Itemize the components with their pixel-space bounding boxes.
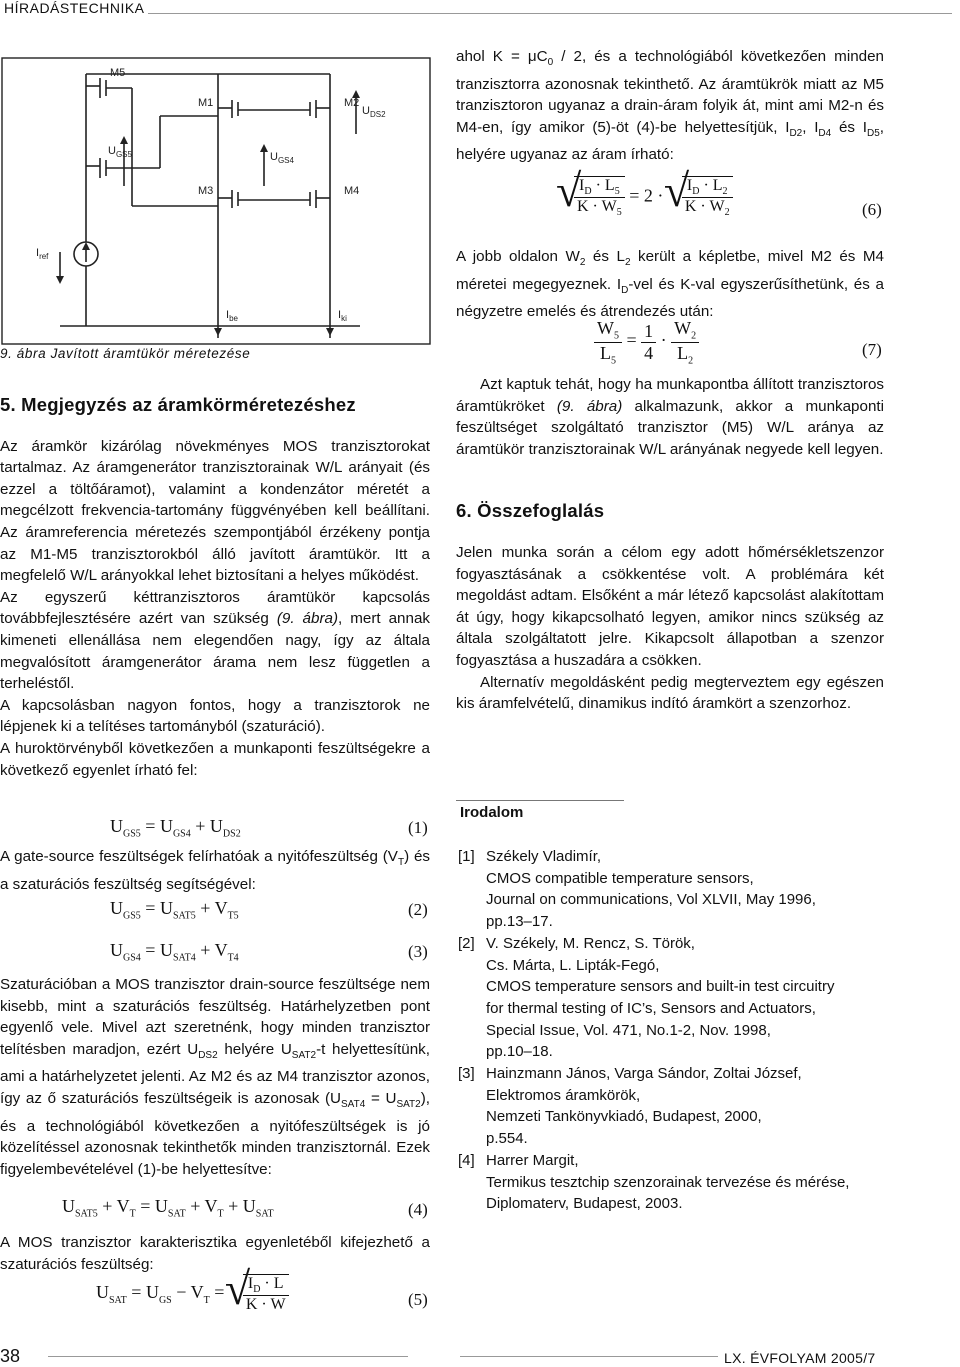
- label-m1: M1: [198, 97, 214, 109]
- right-paragraph-5: Alternatív megoldásként pedig megterveztem egy egészen kis áramfelvételű, dinamikus indító áramkört a szenzorhoz.: [456, 673, 884, 713]
- section-title-5: 5. Megjegyzés az áramkörméretezéshez: [0, 394, 356, 415]
- reference-line: Székely Vladimír,: [486, 848, 602, 865]
- label-ibe: $I_{be}$: [226, 309, 238, 323]
- reference-line: Journal on communications, Vol XLVII, May 1996,: [486, 891, 816, 909]
- reference-number: [3]: [458, 1065, 475, 1083]
- equation-5: $U_{SAT} = U_{GS} - V_T$ = √ $\frac{I_D \cdot L}{K \cdot W}$: [96, 1274, 289, 1314]
- equation-6: √ $\frac{I_D \cdot L_5}{K \cdot W_5}$ = 2 · √ $\frac{I_D \cdot L_2}{K \cdot W_2}$: [560, 176, 733, 218]
- reference-line: for thermal testing of IC’s, Sensors and Actuators,: [486, 999, 816, 1017]
- label-uds2: $U_{DS2}$: [362, 105, 386, 119]
- equation-7: $\frac{W_5}{L_5}$ = $\frac{1}{4}$ · $\frac{W_2}{L_2}$: [594, 318, 699, 366]
- reference-number: [4]: [458, 1151, 475, 1169]
- references-rule: [456, 800, 624, 801]
- label-m3: M3: [198, 185, 214, 197]
- reference-line: Cs. Márta, L. Lipták-Fegó,: [486, 956, 660, 974]
- label-m5: M5: [110, 67, 126, 79]
- reference-item: [458, 933, 888, 1063]
- equation-7-number: (7): [862, 340, 882, 359]
- label-ugs4: $U_{GS4}$: [270, 151, 294, 165]
- left-column-d: [0, 1232, 430, 1275]
- reference-number: [2]: [458, 934, 475, 952]
- label-iki: $I_{ki}$: [338, 309, 347, 323]
- equation-3: $U_{GS4} = U_{SAT4} + V_{T4}$: [110, 940, 239, 964]
- label-m2: M2: [344, 97, 360, 109]
- right-paragraph-3: Azt kaptuk tehát, hogy ha munkapontba állított tranzisztoros áramtükröket (9. ábra) alkalmazunk, akkor a munkaponti feszültséget szolgáltató tranzisztor (M5) W/L aránya az áramtükör tranzisztorainak W/L arányának negyede kell legyen.: [456, 376, 884, 458]
- right-column-b: [456, 246, 884, 323]
- left-paragraph-5: A gate-source feszültségek felírhatóak a nyitófeszültség $(V_T)$ és a szaturációs feszültség segítségével:: [0, 848, 430, 893]
- reference-line: Termikus tesztchip szenzorainak tervezése és mérése,: [486, 1173, 850, 1191]
- equation-6-number: (6): [862, 200, 882, 219]
- equation-4-number: (4): [408, 1200, 428, 1219]
- left-paragraph-3: A kapcsolásban nagyon fontos, hogy a tranzisztorok ne lépjenek ki a telítéses tartományból (szaturáció).: [0, 696, 430, 736]
- equation-2: $U_{GS5} = U_{SAT5} + V_{T5}$: [110, 898, 239, 922]
- reference-line: Diplomaterv, Budapest, 2003.: [486, 1195, 683, 1213]
- equation-1-number: (1): [408, 818, 428, 837]
- equation-1: $U_{GS5} = U_{GS4} + U_{DS2}$: [110, 816, 241, 840]
- reference-line: Nemzeti Tankönyvkiadó, Budapest, 2000,: [486, 1108, 762, 1126]
- left-paragraph-1: Az áramkör kizárólag növekményes MOS tranzisztorokat tartalmaz. Az áramgenerátor tranzisztorainak W/L arányait (és ezzel a töltőáramot), valamint a kondenzátor méretét a megcélzott frekvencia-tartomány függvényében kell beállítani. Az áramreferencia méretezés szempontjából érzékeny pontja az M1-M5 tranzisztorokból álló javított áramtükör. Itt a megfelelő W/L arányokkal lehet biztosítani a helyes működést.: [0, 437, 430, 585]
- reference-line: pp.13–17.: [486, 913, 553, 931]
- references-title: Irodalom: [460, 804, 524, 821]
- figure-caption: 9. ábra Javított áramtükör méretezése: [0, 346, 251, 361]
- reference-line: CMOS compatible temperature sensors,: [486, 869, 754, 887]
- left-paragraph-4: A huroktörvényből következően a munkaponti feszültségekre a következő egyenlet írható fel:: [0, 739, 430, 779]
- left-column: [0, 394, 430, 781]
- reference-line: CMOS temperature sensors and built-in test circuitry: [486, 978, 835, 996]
- equation-3-number: (3): [408, 942, 428, 961]
- right-column: [456, 46, 884, 166]
- right-paragraph-2: A jobb oldalon $W_2$ és $L_2$ került a képletbe, mivel M2 és M4 méretei megegyeznek. $I_D$-vel és K-val egyszerűsíthetünk, és a négyzetre emelés és átrendezés után:: [456, 248, 884, 321]
- footer-rule-left: [48, 1356, 408, 1357]
- reference-line: V. Székely, M. Rencz, S. Török,: [486, 934, 695, 952]
- reference-line: p.554.: [486, 1130, 528, 1148]
- right-paragraph-4: Jelen munka során a célom egy adott hőmérsékletszenzor fogyasztásának a csökkentése volt. A problémára két megoldást adtam. Elsőként a már létező kapcsolást alakítottam át úgy, hogy kikapcsolható legyen, amikor nincs szükség az általa szolgáltatott jelre. Kikapcsolt állapotban a szenzor fogyasztása a huszadára a csökken.: [456, 543, 884, 669]
- reference-item: [458, 846, 888, 933]
- right-column-c: [456, 374, 884, 715]
- label-m4: M4: [344, 185, 360, 197]
- equation-5-number: (5): [408, 1290, 428, 1309]
- reference-number: [1]: [458, 848, 475, 865]
- left-paragraph-7: A MOS tranzisztor karakterisztika egyenletéből kifejezhető a szaturációs feszültség:: [0, 1234, 430, 1273]
- figure-frame: [2, 58, 430, 344]
- circuit-diagram: [0, 56, 432, 346]
- reference-item: [458, 1063, 888, 1150]
- reference-line: pp.10–18.: [486, 1043, 553, 1061]
- reference-line: Elektromos áramkörök,: [486, 1086, 641, 1104]
- left-column-c: [0, 974, 430, 1180]
- reference-line: Harrer Margit,: [486, 1151, 579, 1169]
- left-column-b: [0, 846, 430, 895]
- volume-info: LX. ÉVFOLYAM 2005/7: [724, 1350, 876, 1366]
- left-paragraph-6: Szaturációban a MOS tranzisztor drain-source feszültsége nem kisebb, mint a szaturációs feszültség. Határhelyzetben pont egyenlő vele. Mivel azt szeretnénk, hogy minden tranzisztor telítésben maradjon, ezért $U_{DS2}$ helyére $U_{SAT2}-t$ helyettesítünk, ami a határhelyzetet jelenti. Az M2 és az M4 tranzisztor azonos, így az ő szaturációs feszültségeik is azonosak $(U_{SAT4} = U_{SAT2})$, és a technológiából következően a nyitófeszültségek is jó közelítéssel azonosnak tekinthetők minden tranzisztornál. Ezek figyelembevételével (1)-be helyettesítve:: [0, 976, 431, 1178]
- references-list: [458, 846, 888, 1215]
- label-iref: $I_{ref}$: [36, 247, 49, 261]
- equation-4: $U_{SAT5} + V_T = U_{SAT} + V_T + U_{SAT}$: [62, 1196, 274, 1220]
- label-ugs5: $U_{GS5}$: [108, 145, 132, 159]
- equation-2-number: (2): [408, 900, 428, 919]
- reference-item: [458, 1150, 888, 1215]
- reference-line: Special Issue, Vol. 471, No.1-2, Nov. 1998,: [486, 1021, 771, 1039]
- reference-line: Hainzmann János, Varga Sándor, Zoltai József,: [486, 1065, 802, 1083]
- footer-rule-right: [460, 1356, 718, 1357]
- header-rule: [148, 13, 952, 14]
- left-paragraph-2: Az egyszerű kéttranzisztoros áramtükör kapcsolás továbbfejlesztésére azért van szükség (9. ábra), mert annak kimeneti ellenállása nem elegendően nagy, így az általa megvalósított áramgenerátor árama nem lesz független a terheléstől.: [0, 588, 430, 693]
- page-number: 38: [0, 1346, 21, 1366]
- section-title-6: 6. Összefoglalás: [456, 500, 605, 522]
- journal-header: HÍRADÁSTECHNIKA: [4, 0, 145, 16]
- right-paragraph-1: ahol $K = \mu C_0 / 2$, és a technológiából következően minden tranzisztorra azonosnak tekinthető. Az áramtükrök miatt az M5 tranzisztoron ugyanaz a drain-áram folyik át, mint ami M2-n és M4-en, így amikor (5)-öt (4)-be helyettesítjük, $I_{D2}$, $I_{D4}$ és $I_{D5}$, helyére ugyanaz az áram írható:: [456, 48, 884, 164]
